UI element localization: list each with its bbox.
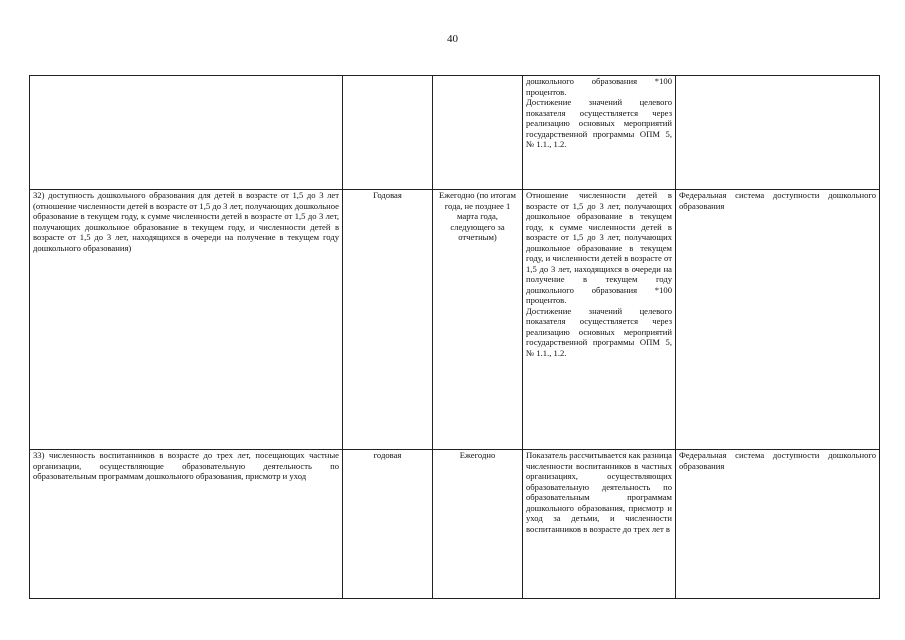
page-number: 40 (447, 33, 458, 45)
indicator-cell (30, 76, 343, 190)
indicators-table (29, 75, 880, 599)
method-paragraph: Достижение значений целевого показателя осуществляется через реализацию основных мероприятий государственной программы ОПМ 5, № 1.1., 1.2. (526, 97, 672, 149)
source-cell: Федеральная система доступности дошкольного образования (676, 450, 880, 599)
deadline-cell (433, 76, 523, 190)
period-cell: годовая (343, 450, 433, 599)
indicator-cell: 32) доступность дошкольного образования для детей в возрасте от 1,5 до 3 лет (отношение численности детей в возрасте от 1,5 до 3 лет, получающих дошкольное образование в текущем году, к сумме численности детей в возрасте от 1,5 до 3 лет, получающих дошкольное образование в текущем году, и численности детей в возрасте от 1,5 до 3 лет, находящихся в очереди на получение в текущем году дошкольного образования) (30, 190, 343, 450)
deadline-cell: Ежегодно (433, 450, 523, 599)
deadline-cell: Ежегодно (по итогам года, не позднее 1 марта года, следующего за отчетным) (433, 190, 523, 450)
source-cell (676, 76, 880, 190)
period-cell: Годовая (343, 190, 433, 450)
method-cell (523, 450, 676, 599)
table-row (30, 190, 880, 450)
table-row (30, 450, 880, 599)
indicator-cell (30, 450, 343, 599)
table-row (30, 76, 880, 190)
period-cell (343, 76, 433, 190)
method-paragraph: Показатель рассчитывается как разница численности воспитанников в частных организациях, осуществляющих образовательную деятельность по образовательным программам дошкольного образования, присмотр и уход за детьми, и численности воспитанников в возрасте до трех лет в (526, 450, 672, 534)
method-paragraph: Отношение численности детей в возрасте от 1,5 до 3 лет, получающих дошкольное образование в текущем году, к сумме численности детей в возрасте от 1,5 до 3 лет, получающих дошкольное образование в текущем году, и численности детей в возрасте от 1,5 до 3 лет, находящихся в очереди на получение в текущем году дошкольного образования *100 процентов. (526, 190, 672, 305)
indicator-text: 33) численность воспитанников в возрасте до трех лет, посещающих частные организации, осуществляющие образовательную деятельность по образовательным программам дошкольного образования, присмотр и уход (33, 450, 339, 481)
method-paragraph: Достижение значений целевого показателя осуществляется через реализацию основных мероприятий государственной программы ОПМ 5, № 1.1., 1.2. (526, 305, 672, 358)
method-paragraph: дошкольного образования *100 процентов. (526, 76, 672, 97)
method-cell (523, 190, 676, 450)
source-cell: Федеральная система доступности дошкольного образования (676, 190, 880, 450)
method-cell (523, 76, 676, 190)
